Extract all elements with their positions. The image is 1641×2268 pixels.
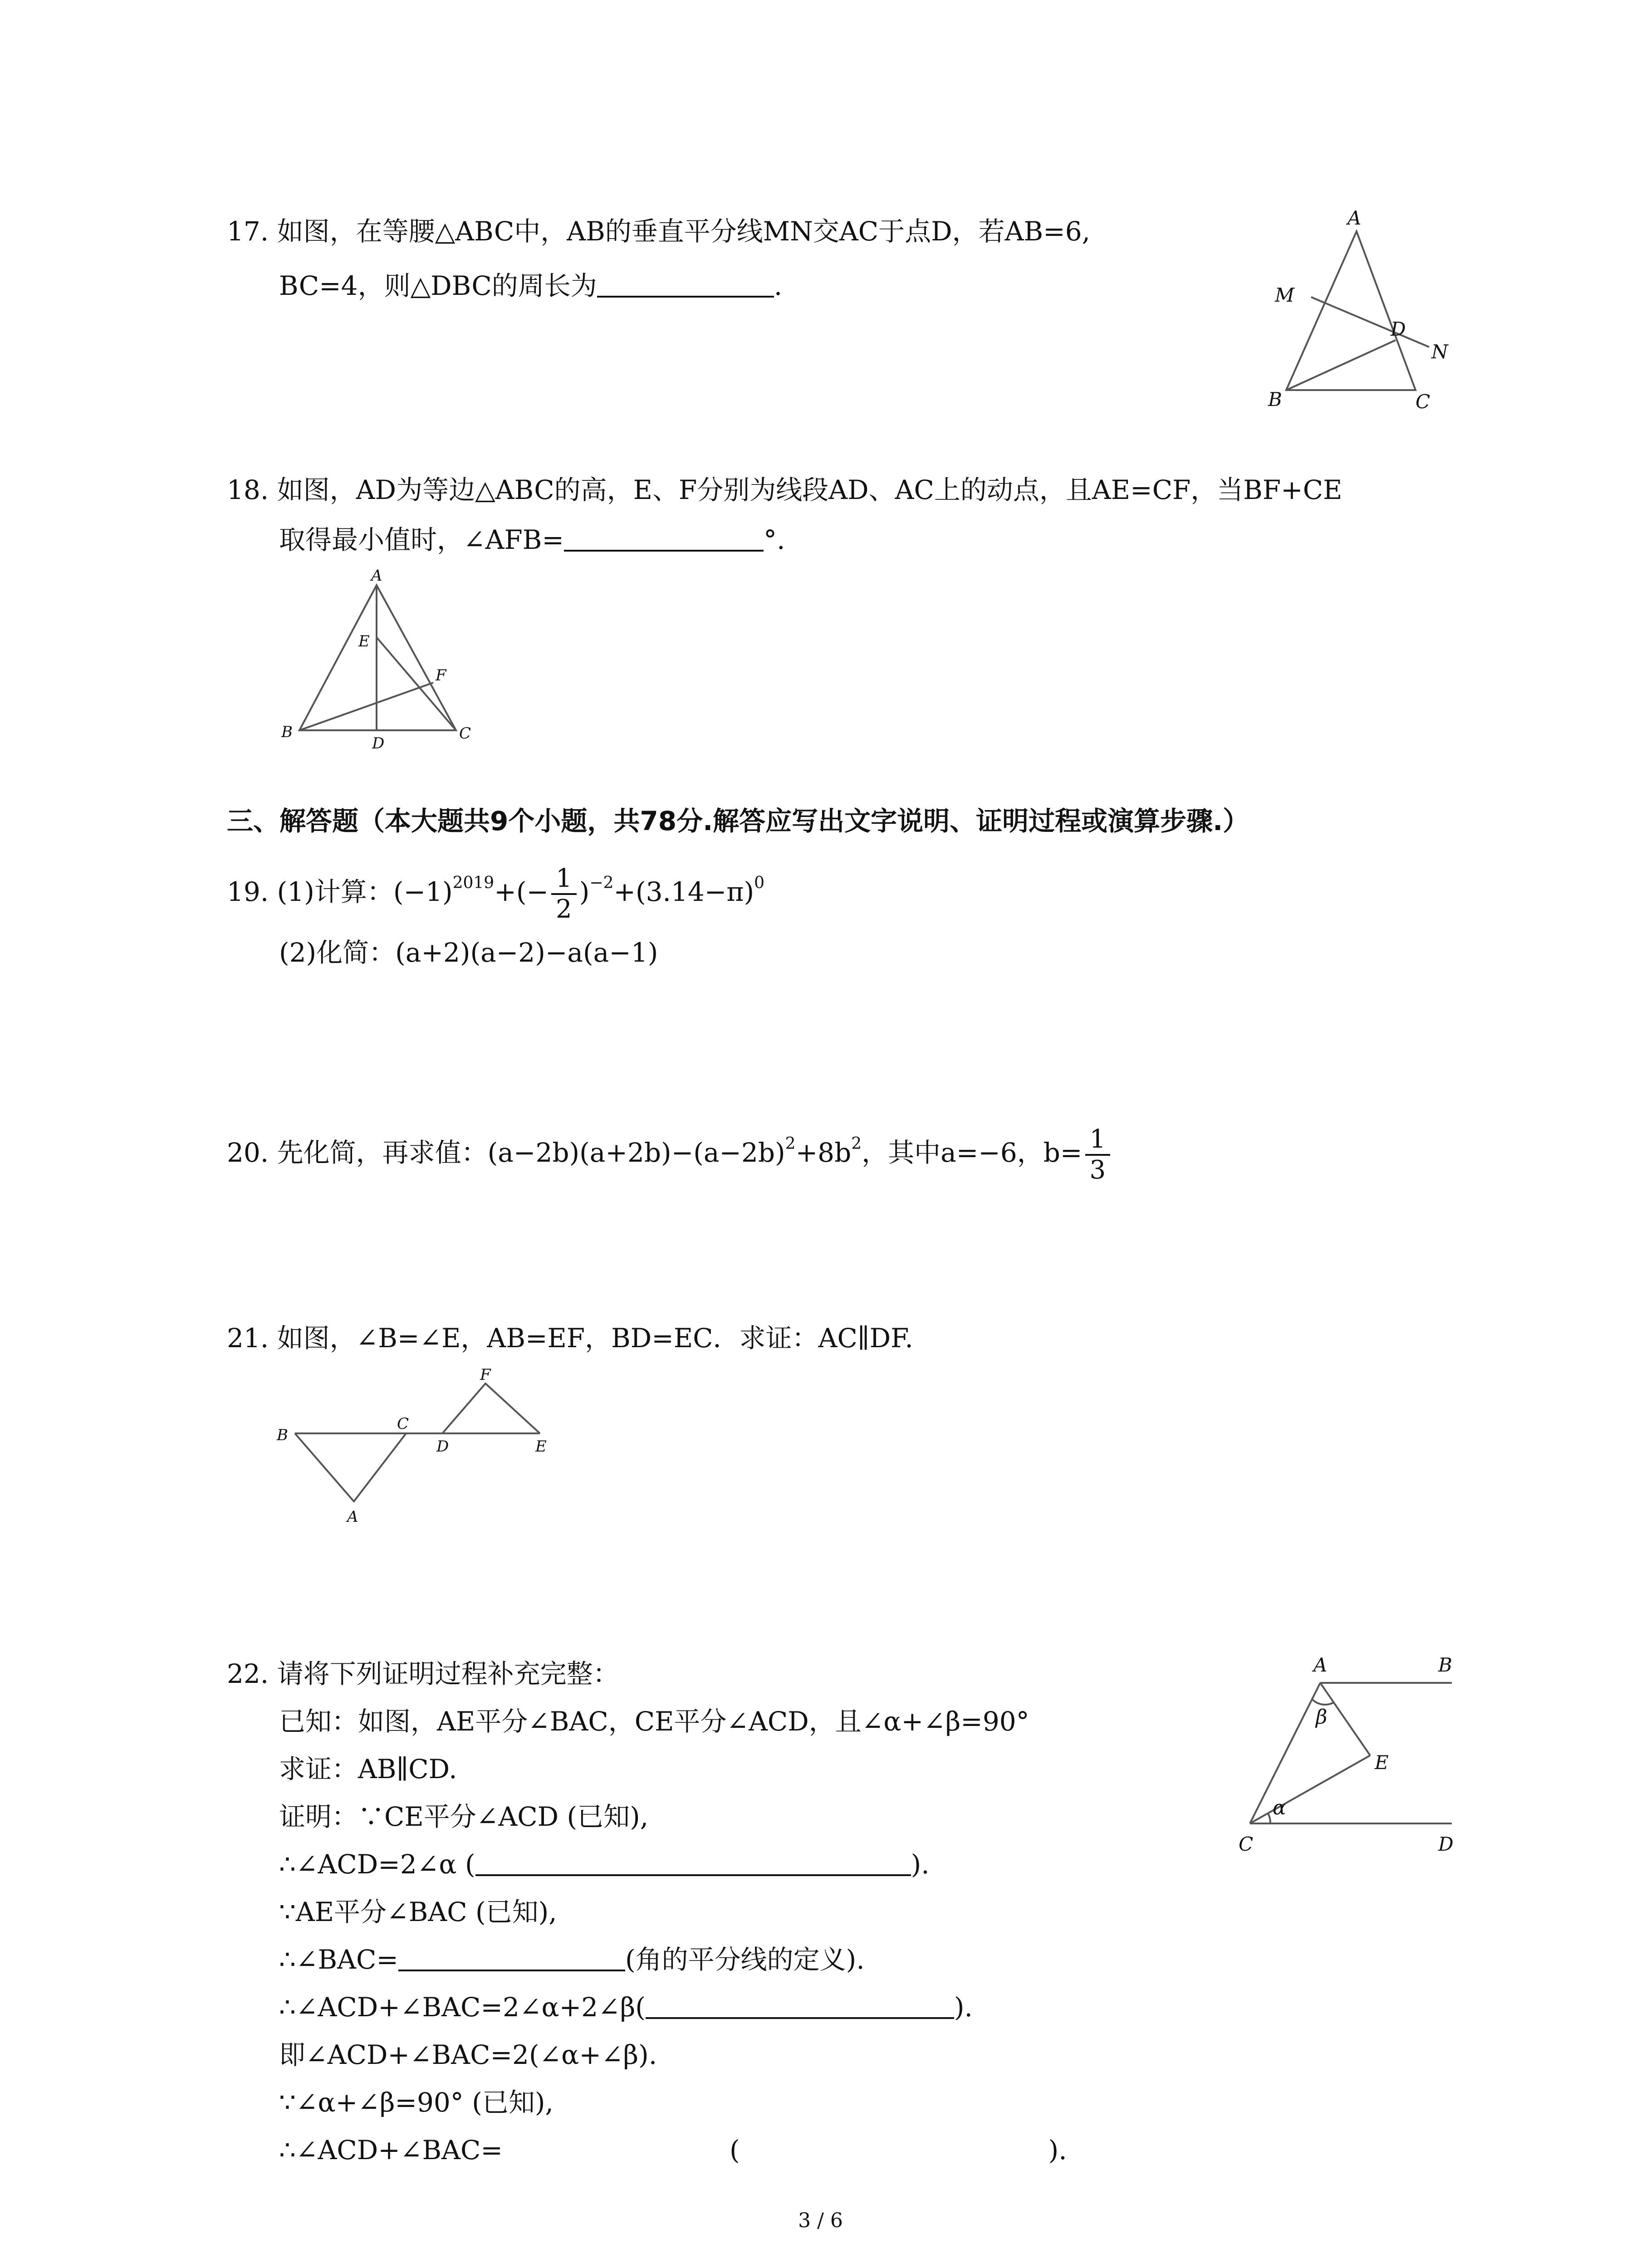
q22-label-B: B — [1438, 1654, 1452, 1676]
q20-text-b: +8b — [795, 1137, 852, 1168]
q22-blank-2[interactable] — [398, 1944, 625, 1971]
q17-line2-text: BC=4，则△DBC的周长为 — [279, 270, 597, 301]
q19-exp1: 2019 — [452, 874, 495, 893]
q19-part2: (2)化简：(a+2)(a−2)−a(a−1) — [279, 937, 658, 968]
q22-label-beta: β — [1316, 1706, 1327, 1729]
q22-prove: 求证：AB∥CD. — [279, 1754, 457, 1784]
q20-exp1: 2 — [785, 1134, 796, 1154]
q19-exp2: −2 — [589, 874, 614, 893]
q20-fraction — [1085, 1125, 1111, 1185]
q22-proof-5 — [279, 1989, 973, 2025]
q21-label-B: B — [277, 1426, 288, 1444]
q22-proof-2-b: ). — [911, 1849, 930, 1880]
q22-proof-8-a: ∴∠ACD+∠BAC= — [279, 2135, 503, 2165]
q22-blank-1[interactable] — [475, 1849, 911, 1876]
q22-blank-3[interactable] — [646, 1992, 954, 2019]
q18-label-E: E — [358, 632, 370, 650]
page-number: 3 / 6 — [798, 2209, 843, 2232]
q22-proof-4-a: ∴∠BAC= — [279, 1944, 398, 1975]
q20-exp2: 2 — [851, 1134, 862, 1154]
q22-proof-8-c: ). — [1048, 2135, 1067, 2165]
q22-label-alpha: α — [1273, 1796, 1286, 1819]
q22-proof-5-b: ). — [954, 1992, 973, 2023]
q22-proof-6: 即∠ACD+∠BAC=2(∠α+∠β). — [279, 2039, 657, 2070]
q17-line1: 17. 如图，在等腰△ABC中，AB的垂直平分线MN交AC于点D，若AB=6, — [227, 216, 1091, 247]
q22-proof-8 — [279, 2132, 1067, 2168]
q20-frac-den: 3 — [1089, 1155, 1106, 1185]
q17-label-A: A — [1347, 207, 1362, 229]
q22-label-A: A — [1313, 1654, 1327, 1676]
q19-part1 — [227, 864, 764, 924]
q18-answer-blank[interactable] — [564, 524, 764, 552]
q22-proof-2-a: ∴∠ACD=2∠α ( — [279, 1849, 475, 1880]
q22-label-C: C — [1239, 1833, 1254, 1855]
q17-figure — [1261, 204, 1470, 422]
q17-label-B: B — [1268, 388, 1282, 411]
q22-proof-3: ∵AE平分∠BAC (已知), — [279, 1897, 557, 1927]
q22-label-D: D — [1438, 1833, 1454, 1855]
q18-label-D: D — [372, 734, 385, 753]
q19-frac-den: 2 — [556, 894, 572, 924]
q19-text-c: ) — [579, 876, 590, 908]
q17-line2-end: . — [774, 270, 783, 301]
q17-line2 — [279, 268, 782, 304]
q21-line: 21. 如图，∠B=∠E，AB=EF，BD=EC．求证：AC∥DF. — [227, 1323, 913, 1354]
q18-line1: 18. 如图，AD为等边△ABC的高，E、F分别为线段AD、AC上的动点，且AE=CF，当BF+CE — [227, 474, 1342, 505]
q22-label-E: E — [1375, 1751, 1389, 1774]
q19-frac-num: 1 — [551, 864, 577, 895]
q18-label-C: C — [459, 724, 471, 743]
q18-line2-text: 取得最小值时，∠AFB= — [279, 524, 564, 555]
q21-figure — [272, 1365, 572, 1529]
q21-label-F: F — [480, 1366, 491, 1384]
q21-label-C: C — [397, 1415, 409, 1433]
q17-label-C: C — [1416, 391, 1430, 413]
q22-proof-4 — [279, 1941, 865, 1978]
q17-answer-blank[interactable] — [597, 270, 774, 298]
q22-proof-5-a: ∴∠ACD+∠BAC=2∠α+2∠β( — [279, 1992, 646, 2023]
q22-proof-2 — [279, 1846, 930, 1882]
q18-line2-end: °. — [763, 524, 785, 555]
q22-proof-7: ∵∠α+∠β=90° (已知), — [279, 2087, 554, 2118]
section-3-heading: 三、解答题（本大题共9个小题，共78分.解答应写出文字说明、证明过程或演算步骤.） — [227, 806, 1249, 836]
q20-text-c: ，其中a=−6，b= — [862, 1137, 1083, 1168]
q18-label-B: B — [281, 723, 293, 741]
q19-text-a: 19. (1)计算：(−1) — [227, 876, 453, 908]
q20-text-a: 20. 先化简，再求值：(a−2b)(a+2b)−(a−2b) — [227, 1137, 785, 1168]
q19-text-b: +(− — [494, 876, 549, 908]
q22-given: 已知：如图，AE平分∠BAC，CE平分∠ACD，且∠α+∠β=90° — [279, 1706, 1029, 1737]
q20-line — [227, 1125, 1113, 1185]
q18-figure — [272, 567, 490, 758]
q22-figure — [1225, 1642, 1479, 1860]
q18-line2 — [279, 522, 785, 558]
q17-label-N: N — [1431, 341, 1448, 363]
q19-fraction — [551, 864, 577, 924]
q19-exp3: 0 — [754, 874, 765, 893]
q18-label-A: A — [371, 567, 382, 585]
q17-label-M: M — [1275, 284, 1295, 306]
q21-label-D: D — [436, 1437, 449, 1456]
q19-text-d: +(3.14−π) — [613, 876, 754, 908]
q17-label-D: D — [1391, 318, 1406, 340]
q22-proof-1: 证明：∵CE平分∠ACD (已知), — [279, 1801, 649, 1832]
q21-label-A: A — [347, 1508, 358, 1526]
q20-frac-num: 1 — [1085, 1125, 1111, 1156]
q22-title: 22. 请将下列证明过程补充完整： — [227, 1658, 619, 1689]
q18-label-F: F — [436, 666, 446, 684]
q22-proof-4-b: (角的平分线的定义). — [625, 1944, 865, 1975]
q22-proof-8-b: ( — [729, 2135, 740, 2165]
q21-label-E: E — [535, 1437, 547, 1456]
